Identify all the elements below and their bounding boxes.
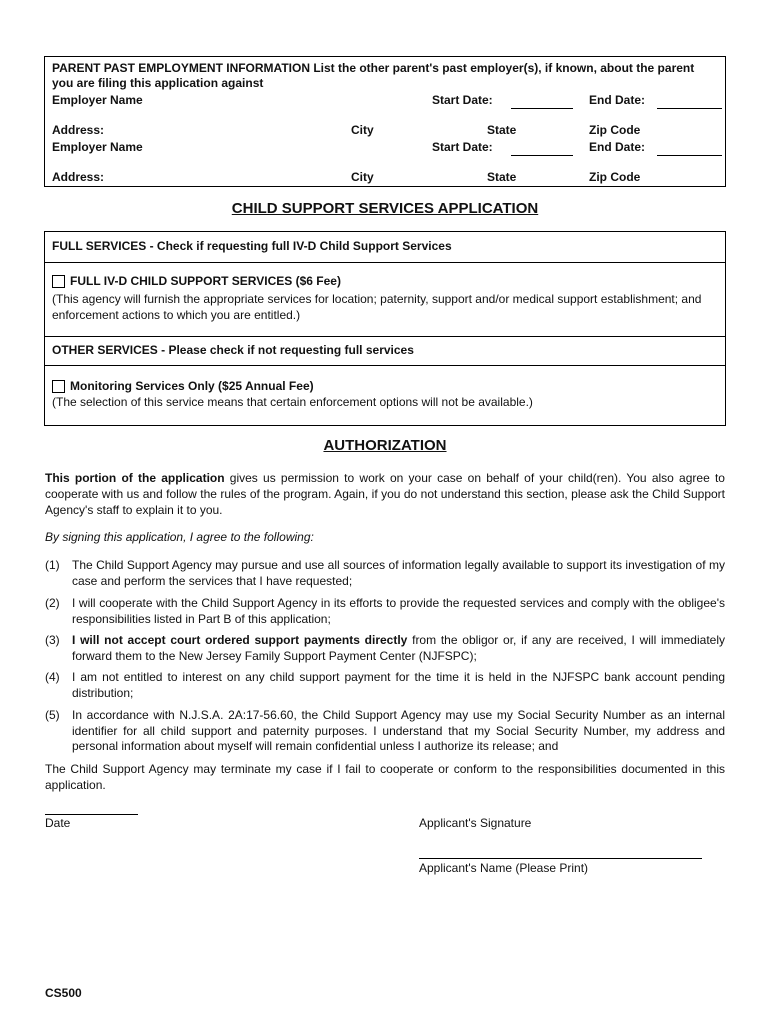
start-date-field-2[interactable] — [511, 155, 573, 156]
list-item-3-rest: from the obligor or, if any are received, I will immediately forward them to the New Jersey Family Support Payment Center (NJFSPC); — [72, 633, 725, 663]
end-date-label-1: End Date: — [589, 93, 646, 107]
state-label-1: State — [487, 123, 517, 137]
list-item-text-2: I will cooperate with the Child Support Agency in its efforts to provide the requested services and comply with the obligee's responsibilities listed in Part B of this application; — [72, 596, 725, 626]
employment-heading-bold: PARENT PAST EMPLOYMENT INFORMATION — [52, 61, 310, 75]
city-label-2: City — [351, 170, 374, 184]
list-item-num-3: (3) — [45, 633, 60, 647]
list-item-num-4: (4) — [45, 670, 60, 684]
authorization-closing: The Child Support Agency may terminate my case if I fail to cooperate or conform to the responsibilities documented in this application. — [45, 762, 725, 792]
authorization-intro — [45, 470, 725, 518]
form-code: CS500 — [45, 986, 82, 1000]
list-item-text-3 — [72, 633, 725, 664]
list-item-text-1: The Child Support Agency may pursue and use all sources of information legally available to support its investigation of my case and perform the services that I have requested; — [72, 558, 725, 588]
list-item-num-1: (1) — [45, 558, 60, 572]
applicant-name-field[interactable] — [419, 858, 702, 859]
authorization-heading: AUTHORIZATION — [323, 437, 447, 454]
start-date-field-1[interactable] — [511, 108, 573, 109]
start-date-label-2: Start Date: — [432, 140, 493, 154]
full-services-checkbox[interactable] — [52, 275, 65, 288]
end-date-label-2: End Date: — [589, 140, 646, 154]
other-services-header: OTHER SERVICES - Please check if not requesting full services — [52, 343, 414, 357]
start-date-label-1: Start Date: — [432, 93, 493, 107]
applicant-name-label: Applicant's Name (Please Print) — [419, 861, 589, 875]
authorization-intro-bold: This portion of the application — [45, 471, 225, 485]
services-divider-1 — [44, 262, 726, 263]
address-label-2: Address: — [52, 170, 105, 184]
end-date-field-1[interactable] — [657, 108, 722, 109]
employer-name-label-2: Employer Name — [52, 140, 143, 154]
employment-heading-rest: List the other parent's past employer(s), if known, about the parent you are filing this application against — [52, 61, 695, 90]
zip-label-1: Zip Code — [589, 123, 641, 137]
date-field[interactable] — [45, 814, 138, 815]
employment-heading — [52, 61, 717, 91]
end-date-field-2[interactable] — [657, 155, 722, 156]
monitoring-services-option-label: Monitoring Services Only ($25 Annual Fee) — [70, 379, 314, 393]
full-services-option-label: FULL IV-D CHILD SUPPORT SERVICES ($6 Fee) — [70, 274, 341, 288]
employer-name-label-1: Employer Name — [52, 93, 143, 107]
list-item-text-4: I am not entitled to interest on any child support payment for the time it is held in the NJFSPC bank account pending distribution; — [72, 670, 725, 700]
list-item-3-bold: I will not accept court ordered support payments directly — [72, 633, 408, 647]
full-services-header: FULL SERVICES - Check if requesting full IV-D Child Support Services — [52, 239, 452, 253]
applicant-signature-label: Applicant's Signature — [419, 816, 532, 830]
address-label-1: Address: — [52, 123, 105, 137]
date-label: Date — [45, 816, 71, 830]
list-item-text-5: In accordance with N.J.S.A. 2A:17-56.60, the Child Support Agency may use my Social Security Number as an internal identifier for all child support and paternity purposes. I understand that my Social Security Number, my address and personal information about myself will remain confidential unless I authorize its release; and — [72, 708, 725, 753]
full-services-option-desc: (This agency will furnish the appropriate services for location; paternity, support and/or medical support establishment; and enforcement actions to which you are entitled.) — [52, 292, 702, 322]
authorization-agree: By signing this application, I agree to the following: — [45, 530, 314, 544]
page-title: CHILD SUPPORT SERVICES APPLICATION — [231, 200, 539, 217]
monitoring-services-option-desc: (The selection of this service means that certain enforcement options will not be available.) — [52, 395, 533, 409]
services-divider-3 — [44, 365, 726, 366]
city-label-1: City — [351, 123, 374, 137]
list-item-num-5: (5) — [45, 708, 60, 722]
zip-label-2: Zip Code — [589, 170, 641, 184]
state-label-2: State — [487, 170, 517, 184]
authorization-intro-rest: gives us permission to work on your case on behalf of your child(ren). You also agree to cooperate with us and follow the rules of the program. Again, if you do not understand this section, please ask the Child Support Agency's staff to explain it to you. — [45, 471, 725, 517]
list-item-num-2: (2) — [45, 596, 60, 610]
monitoring-services-checkbox[interactable] — [52, 380, 65, 393]
services-divider-2 — [44, 336, 726, 337]
